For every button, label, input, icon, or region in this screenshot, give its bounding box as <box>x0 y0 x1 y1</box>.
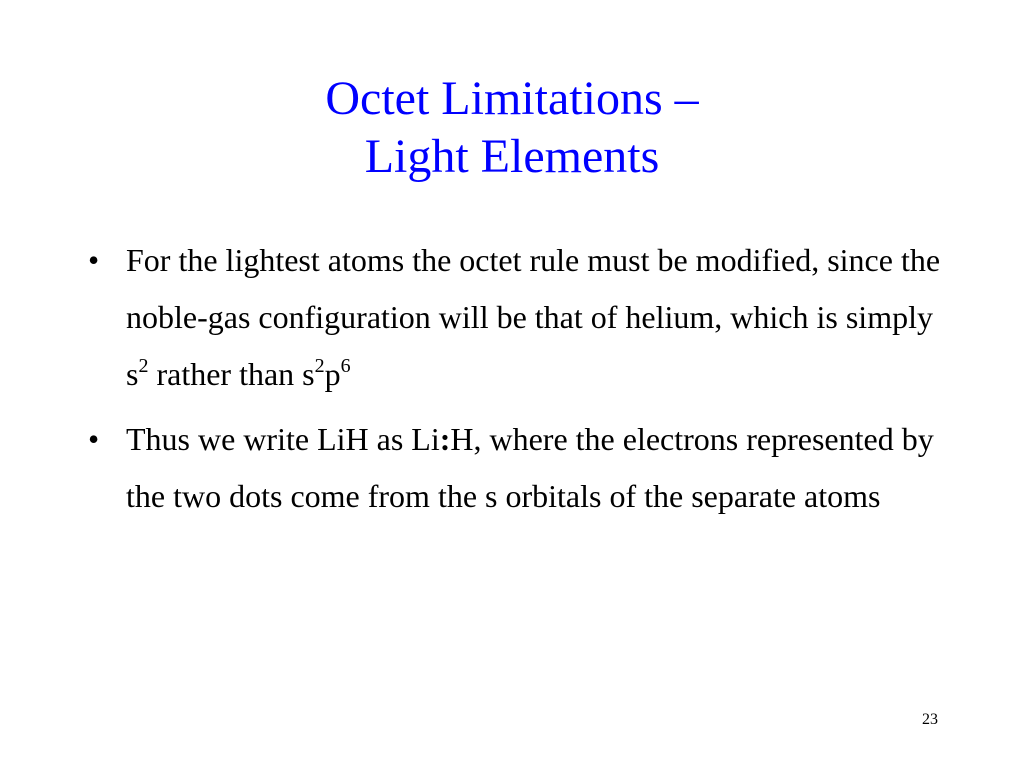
title-line-2: Light Elements <box>364 130 660 183</box>
bullet-1-superscript-1: 2 <box>138 355 149 377</box>
bullet-mark-2: • <box>88 421 100 457</box>
bullet-item-1 <box>84 232 954 403</box>
bullet-2-colon: : <box>439 421 451 457</box>
page-number: 23 <box>922 711 938 728</box>
bullet-2-text-after: H, where the electrons represented by the two dots come from the s orbitals of the separate atoms <box>126 421 934 514</box>
bullet-1-text-before: For the lightest atoms the octet rule must be modified, since the noble-gas configuration will be that of helium, which is simply s <box>126 242 941 392</box>
title-line-1: Octet Limitations – <box>325 72 699 125</box>
bullet-list <box>84 232 954 533</box>
bullet-1-superscript-3: 6 <box>340 355 351 377</box>
bullet-mark-1: • <box>88 242 100 278</box>
bullet-item-2 <box>84 411 954 525</box>
slide-title <box>0 70 1024 186</box>
bullet-1-text-p: p <box>324 356 341 392</box>
bullet-2-text-before: Thus we write LiH as Li <box>126 421 440 457</box>
bullet-1-text-middle: rather than s <box>148 356 315 392</box>
bullet-1-superscript-2: 2 <box>314 355 325 377</box>
